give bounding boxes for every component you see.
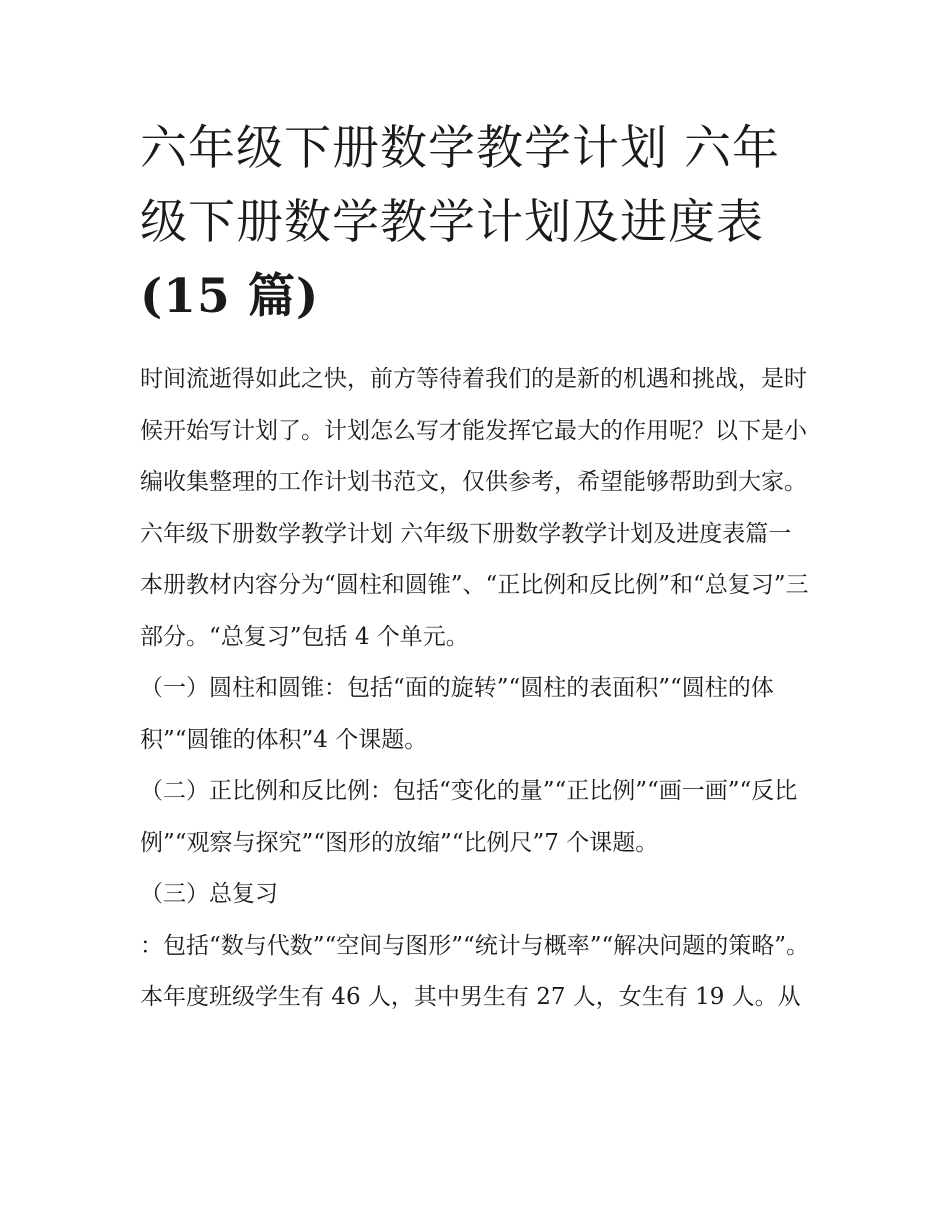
unit-three-heading: （三）总复习 (140, 881, 278, 907)
intro-paragraph: 时间流逝得如此之快，前方等待着我们的是新的机遇和挑战，是时候开始写计划了。计划怎么写才能发挥它最大的作用呢？以下是小编收集整理的工作计划书范文，仅供参考，希望能够帮助到大家。 (140, 366, 807, 495)
class-info-paragraph: 本年度班级学生有 46 人，其中男生有 27 人，女生有 19 人。从 (140, 984, 801, 1010)
title-line-2: 级下册数学教学计划及进度表 (140, 195, 764, 250)
title-line-3: (15 篇) (140, 269, 320, 324)
unit-three-paragraph: ：包括“数与代数”“空间与图形”“统计与概率”“解决问题的策略”。 (140, 932, 810, 959)
document-page (140, 112, 820, 1024)
unit-one-paragraph: （一）圆柱和圆锥：包括“面的旋转”“圆柱的表面积”“圆柱的体积”“圆锥的体积”4 个课题。 (140, 675, 774, 753)
title-line-1: 六年级下册数学教学计划 六年 (140, 121, 780, 176)
unit-two-paragraph: （二）正比例和反比例：包括“变化的量”“正比例”“画一画”“反比例”“观察与探究”“图形的放缩”“比例尺”7 个课题。 (140, 778, 798, 856)
document-title (140, 112, 820, 334)
document-body (140, 354, 820, 1024)
content-overview-paragraph: 六年级下册数学教学计划 六年级下册数学教学计划及进度表篇一 本册教材内容分为“圆柱和圆锥”、“正比例和反比例”和“总复习”三部分。“总复习”包括 4 个单元。 (140, 520, 809, 650)
